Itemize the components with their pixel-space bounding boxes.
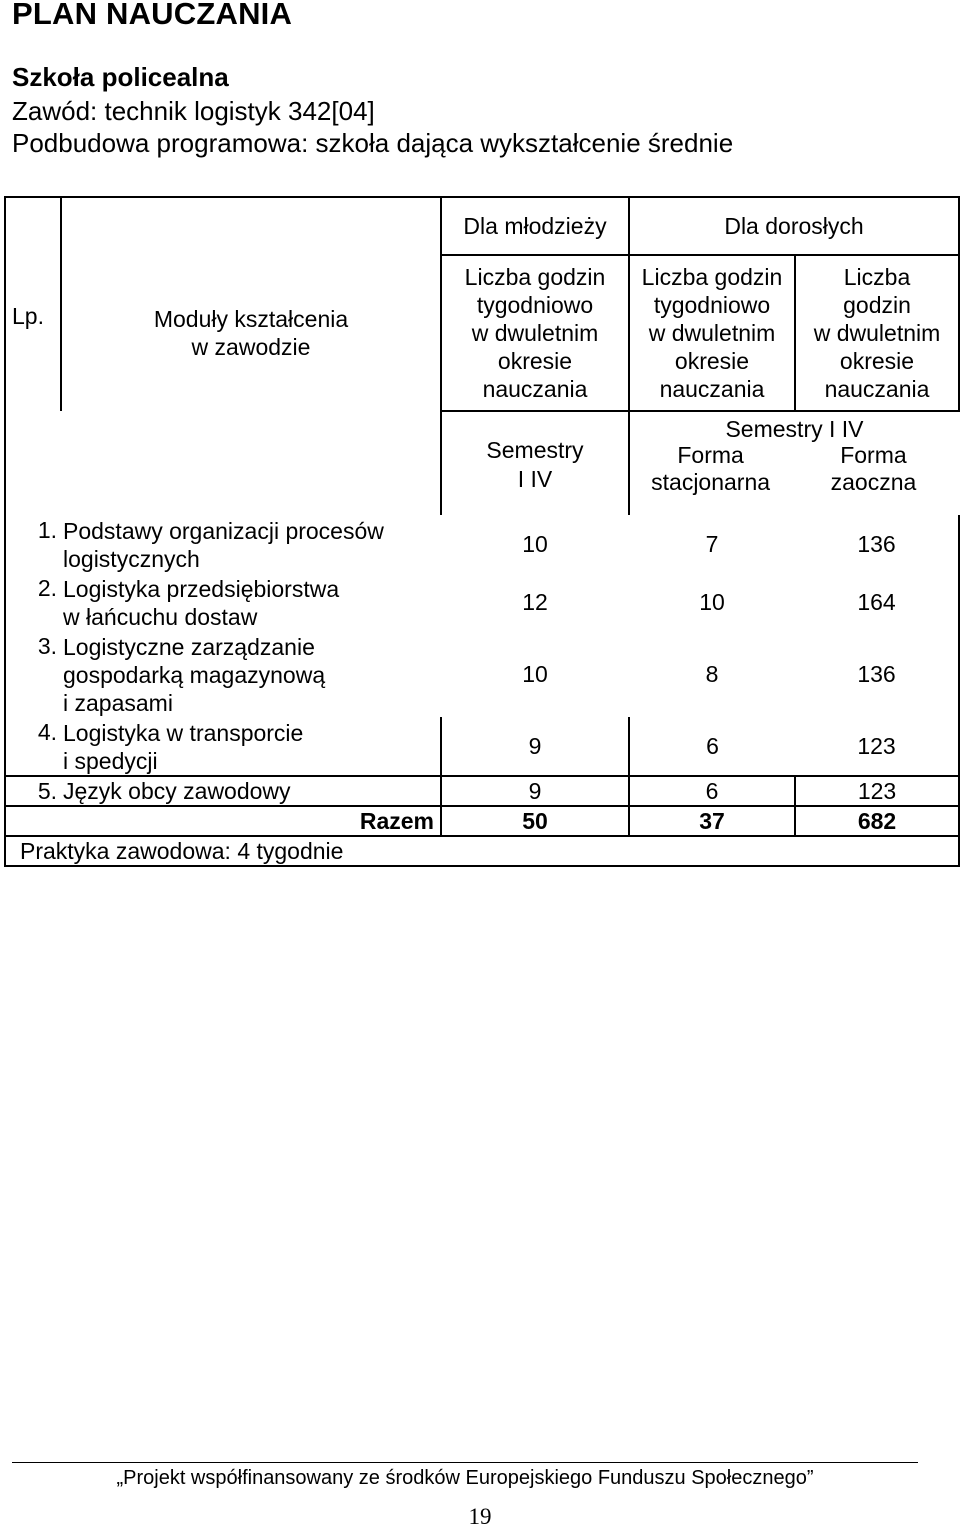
- total-label: Razem: [61, 806, 441, 836]
- header-line: Liczba: [843, 264, 911, 290]
- lp-header-cell: [5, 197, 61, 255]
- header-line: tygodniowo: [653, 292, 771, 318]
- header-line: stacjonarna: [651, 469, 771, 495]
- header-line: w dwuletnim: [813, 320, 941, 346]
- page-title: PLAN NAUCZANIA: [12, 0, 293, 31]
- module-line: logistycznych: [63, 546, 200, 572]
- basis-line: Podbudowa programowa: szkoła dająca wykształcenie średnie: [12, 128, 734, 158]
- module-line: i spedycji: [63, 748, 158, 774]
- header-line: w dwuletnim: [648, 320, 776, 346]
- module-line: w łańcuchu dostaw: [63, 604, 258, 630]
- lp-header: [5, 255, 61, 411]
- youth-hours-value: 12: [522, 588, 548, 615]
- adult-semesters-header: [629, 411, 959, 515]
- module-name: [61, 631, 441, 717]
- stationary-hours-value: 10: [699, 588, 725, 615]
- profession-line: Zawód: technik logistyk 342[04]: [12, 96, 375, 126]
- adult-weekly-header: [629, 255, 795, 411]
- extramural-hours-value: 123: [795, 776, 959, 806]
- header-line: okresie: [839, 348, 915, 374]
- row-number: 2.: [5, 573, 61, 631]
- youth-hours-value: 9: [441, 776, 629, 806]
- curriculum-table: [4, 196, 960, 867]
- stationary-hours-value: 6: [629, 717, 795, 776]
- module-line: Logistyczne zarządzanie: [63, 634, 315, 660]
- module-line: Logistyka w transporcie: [63, 720, 304, 746]
- adult-semesters-label: Semestry I IV: [725, 416, 864, 442]
- school-type: Szkoła policealna: [12, 62, 229, 92]
- extramural-hours-value: 164: [795, 573, 959, 631]
- empty-cell: [5, 806, 61, 836]
- extramural-hours-value: 136: [795, 515, 959, 573]
- empty-cell: [61, 411, 441, 515]
- stationary-hours-value: 6: [629, 776, 795, 806]
- module-header: [61, 255, 441, 411]
- row-number: 3.: [5, 631, 61, 717]
- module-line: Język obcy zawodowy: [63, 778, 291, 804]
- module-name: [61, 776, 441, 806]
- page-number: 19: [468, 1504, 492, 1529]
- header-line: Liczba godzin: [464, 264, 606, 290]
- module-header-line-2: w zawodzie: [191, 334, 311, 360]
- row-number: 4.: [5, 717, 61, 776]
- row-number: 1.: [5, 515, 61, 573]
- header-line: zaoczna: [830, 469, 917, 495]
- form-stationary-header: [630, 442, 791, 496]
- adult-total-header: [795, 255, 959, 411]
- youth-hours-value: 10: [522, 660, 548, 687]
- header-line: Forma: [677, 442, 744, 468]
- header-line: Semestry: [486, 436, 584, 463]
- header-line: Forma: [840, 442, 907, 468]
- module-line: i zapasami: [63, 690, 173, 716]
- youth-hours-value: 10: [522, 530, 548, 557]
- youth-group-header: Dla młodzieży: [441, 197, 629, 255]
- header-line: okresie: [497, 348, 573, 374]
- header-line: nauczania: [482, 376, 588, 402]
- footer-text: „Projekt współfinansowany ze środków Europejskiego Funduszu Społecznego”: [116, 1467, 814, 1489]
- lp-label: Lp.: [12, 303, 44, 329]
- row-number: 5.: [5, 776, 61, 806]
- practice-note: Praktyka zawodowa: 4 tygodnie: [5, 836, 959, 866]
- module-header-cell: [61, 197, 441, 255]
- header-line: Liczba godzin: [641, 264, 783, 290]
- stationary-hours-value: 8: [705, 660, 719, 687]
- empty-cell: [5, 411, 61, 515]
- extramural-hours-value: 136: [795, 631, 959, 717]
- total-extramural: 682: [795, 806, 959, 836]
- youth-hours-header: [441, 255, 629, 411]
- header-line: okresie: [674, 348, 750, 374]
- header-line: nauczania: [659, 376, 765, 402]
- module-name: [61, 573, 441, 631]
- module-header-line-1: Moduły kształcenia: [153, 306, 349, 332]
- header-line: tygodniowo: [476, 292, 594, 318]
- module-name: [61, 717, 441, 776]
- module-line: Logistyka przedsiębiorstwa: [63, 576, 340, 602]
- footer-divider: [12, 1462, 918, 1463]
- header-line: w dwuletnim: [471, 320, 599, 346]
- module-line: gospodarką magazynową: [63, 662, 326, 688]
- stationary-hours-value: 7: [705, 530, 719, 557]
- module-line: Podstawy organizacji procesów: [63, 518, 384, 544]
- youth-semesters-header: [441, 411, 629, 515]
- total-stationary: 37: [629, 806, 795, 836]
- youth-hours-value: 9: [441, 717, 629, 776]
- total-youth: 50: [441, 806, 629, 836]
- adults-group-header: Dla dorosłych: [629, 197, 959, 255]
- header-line: nauczania: [824, 376, 930, 402]
- header-line: I IV: [517, 465, 553, 492]
- extramural-hours-value: 123: [795, 717, 959, 776]
- module-name: [61, 515, 441, 573]
- form-extramural-header: [791, 442, 956, 496]
- header-line: godzin: [843, 292, 911, 318]
